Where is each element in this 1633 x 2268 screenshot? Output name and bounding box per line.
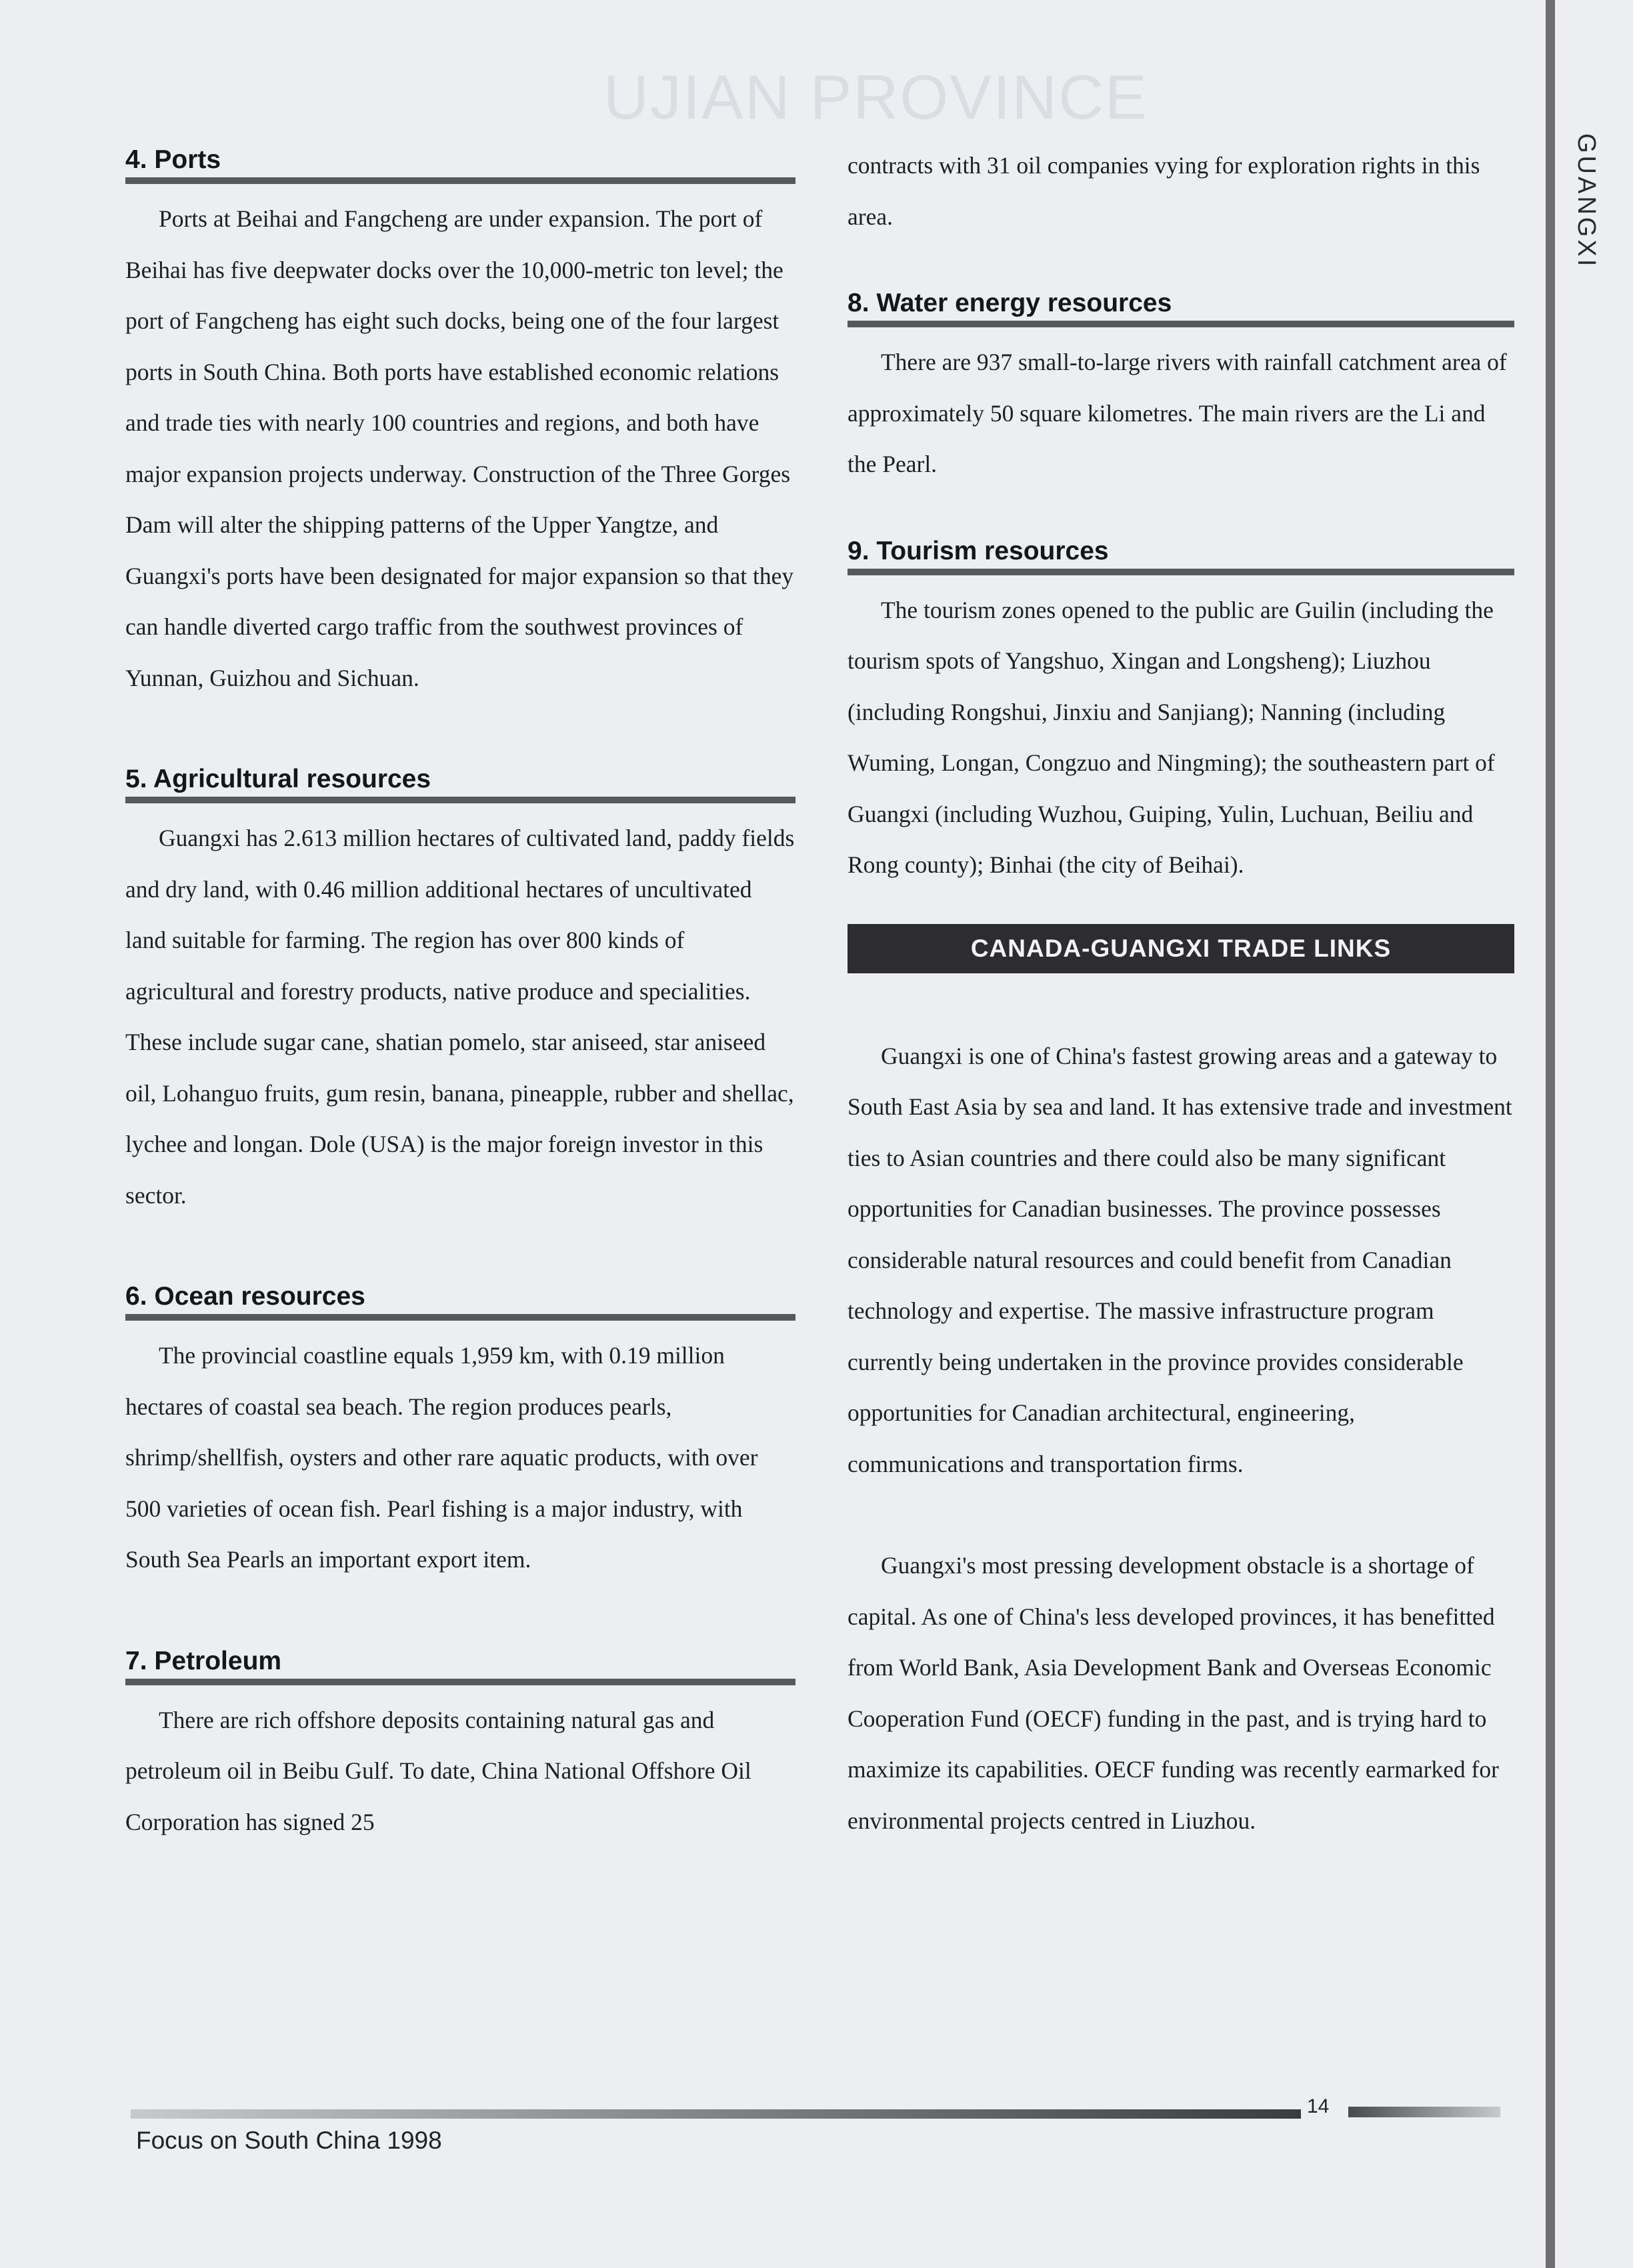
right-column	[848, 140, 1514, 2073]
continued-paragraph: contracts with 31 oil companies vying for exploration rights in this area.	[848, 152, 1480, 230]
footer-rule-right	[1348, 2107, 1500, 2117]
section-petroleum	[125, 1647, 795, 1848]
trade-paragraph: Guangxi's most pressing development obstacle is a shortage of capital. As one of China's less developed provinces, it has benefitted from World Bank, Asia Development Bank and Overseas Economic Cooperation Fund (OECF) funding in the past, and is trying hard to maximize its capabilities. OECF funding was recently earmarked for environmental projects centred in Liuzhou.	[848, 1552, 1499, 1834]
section-tourism	[848, 537, 1514, 891]
left-column	[125, 145, 795, 2079]
page-number: 14	[1307, 2095, 1330, 2117]
section-tab-label: GUANGXI	[1572, 133, 1600, 269]
section-paragraph: Guangxi has 2.613 million hectares of cultivated land, paddy fields and dry land, with 0.46 million additional hectares of uncultivated land suitable for farming. The region has over 800 kinds of agricultural and forestry products, native produce and specialities. These include sugar cane, shatian pomelo, star aniseed, star aniseed oil, Lohanguo fruits, gum resin, banana, pineapple, rubber and shellac, lychee and longan. Dole (USA) is the major foreign investor in this sector.	[125, 825, 795, 1209]
trade-paragraph: Guangxi is one of China's fastest growing areas and a gateway to South East Asia by sea and land. It has extensive trade and investment ties to Asian countries and there could also be many significant opportunities for Canadian businesses. The province possesses considerable natural resources and could benefit from Canadian technology and expertise. The massive infrastructure program currently being undertaken in the province provides considerable opportunities for Canadian architectural, engineering, communications and transportation firms.	[848, 1042, 1512, 1477]
section-paragraph: Ports at Beihai and Fangcheng are under expansion. The port of Beihai has five deepwater docks over the 10,000-metric ton level; the port of Fangcheng has eight such docks, being one of the four largest ports in South China. Both ports have established economic relations and trade ties with nearly 100 countries and regions, and both have major expansion projects underway. Construction of the Three Gorges Dam will alter the shipping patterns of the Upper Yangtze, and Guangxi's ports have been designated for major expansion so that they can handle diverted cargo traffic from the southwest provinces of Yunnan, Guizhou and Sichuan.	[125, 205, 794, 691]
section-heading: 8. Water energy resources	[848, 289, 1514, 327]
section-paragraph: The tourism zones opened to the public are Guilin (including the tourism spots of Yangshuo, Xingan and Longsheng); Liuzhou (including Rongshui, Jinxiu and Sanjiang); Nanning (including Wuming, Longan, Congzuo and Ningming); the southeastern part of Guangxi (including Wuzhou, Guiping, Yulin, Luchuan, Beiliu and Rong county); Binhai (the city of Beihai).	[848, 596, 1495, 878]
section-ports	[125, 145, 795, 703]
footer-rule	[131, 2109, 1301, 2119]
section-heading: 4. Ports	[125, 145, 795, 184]
section-heading: 7. Petroleum	[125, 1647, 795, 1685]
section-heading: 5. Agricultural resources	[125, 765, 795, 803]
section-heading: 6. Ocean resources	[125, 1282, 795, 1321]
trade-links-banner: CANADA-GUANGXI TRADE LINKS	[848, 924, 1514, 973]
section-ocean	[125, 1282, 795, 1585]
publication-footer: Focus on South China 1998	[136, 2127, 442, 2154]
page-edge-bar	[1546, 0, 1555, 2268]
section-agricultural	[125, 765, 795, 1221]
section-paragraph: There are 937 small-to-large rivers with rainfall catchment area of approximately 50 square kilometres. The main rivers are the Li and the Pearl.	[848, 349, 1507, 477]
section-water-energy	[848, 289, 1514, 490]
section-paragraph: There are rich offshore deposits containing natural gas and petroleum oil in Beibu Gulf. To date, China National Offshore Oil Corporation has signed 25	[125, 1706, 751, 1835]
section-paragraph: The provincial coastline equals 1,959 km, with 0.19 million hectares of coastal sea beach. The region produces pearls, shrimp/shellfish, oysters and other rare aquatic products, with over 500 varieties of ocean fish. Pearl fishing is a major industry, with South Sea Pearls an important export item.	[125, 1342, 758, 1573]
section-heading: 9. Tourism resources	[848, 537, 1514, 575]
show-through-title: UJIAN PROVINCE	[603, 62, 1148, 132]
